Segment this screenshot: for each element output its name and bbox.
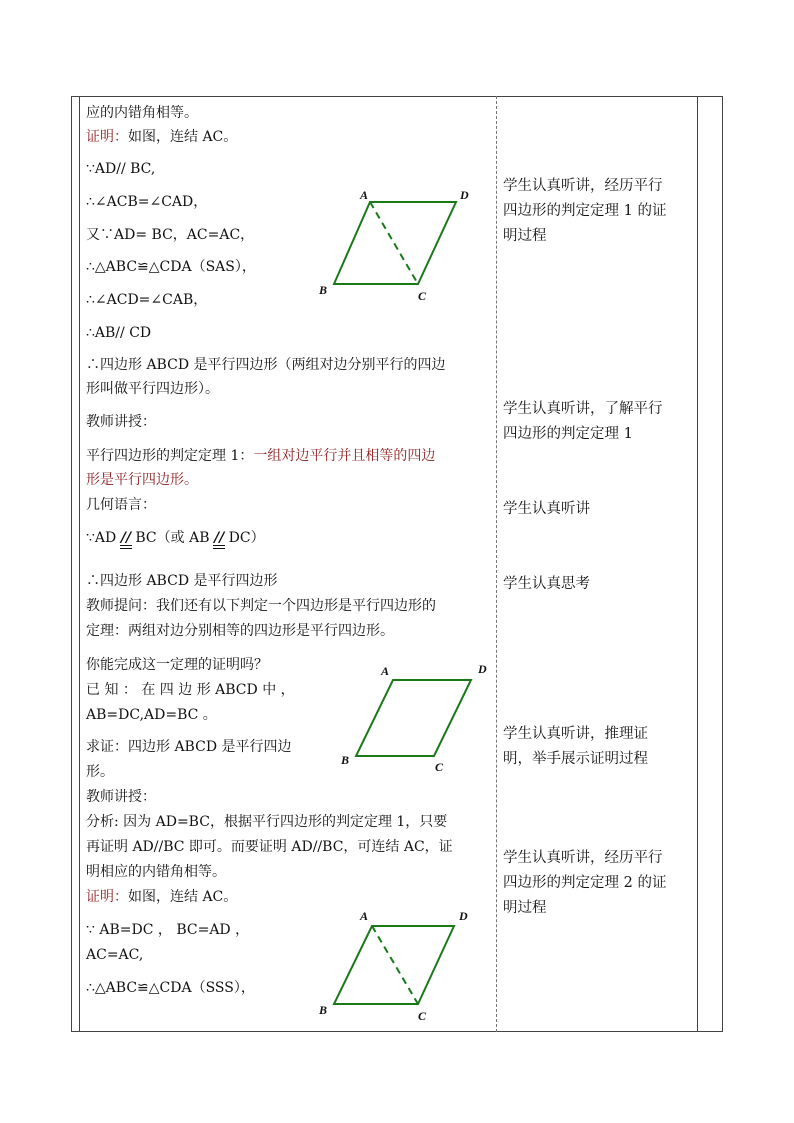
proof-text: 如图，连结 AC。 <box>128 129 238 145</box>
conclusion-line: ∴四边形 ABCD 是平行四边形（两组对边分别平行的四边 <box>86 357 446 373</box>
prove-line: 形。 <box>86 764 114 780</box>
theorem-statement: 形是平行四边形。 <box>86 472 198 488</box>
parallelogram-shape <box>334 926 454 1004</box>
diagonal-ac <box>370 202 418 284</box>
parallel-equal-symbol: // <box>213 530 225 546</box>
parallelogram-figure-1 <box>310 182 480 306</box>
vertex-label-b: B <box>319 1003 328 1017</box>
geo-text: DC） <box>224 530 265 546</box>
proof-step: ∴∠ACB=∠CAD， <box>86 194 208 210</box>
theorem-prefix: 平行四边形的判定定理 1： <box>86 448 254 464</box>
left-margin-line <box>79 96 80 1032</box>
vertex-label-b: B <box>341 753 350 767</box>
section-heading: 几何语言： <box>86 497 156 513</box>
question-line: 定理：两组对边分别相等的四边形是平行四边形。 <box>86 623 394 639</box>
parallelogram-figure-2 <box>336 658 496 776</box>
vertex-label-a: A <box>360 909 369 923</box>
proof-step: ∵AD// BC, <box>86 161 156 177</box>
proof-label: 证明： <box>86 129 128 145</box>
vertex-label-c: C <box>418 1009 427 1023</box>
parallelogram-shape <box>356 680 471 756</box>
vertex-label-d: D <box>478 662 487 676</box>
student-activity: 学生认真听讲，经历平行 <box>503 178 663 194</box>
conclusion-line: 形叫做平行四边形）。 <box>86 381 219 397</box>
student-activity: 四边形的判定定理 2 的证 <box>503 875 667 891</box>
vertex-label-d: D <box>459 909 468 923</box>
proof-step: ∴△ABC≌△CDA（SAS）， <box>86 259 256 275</box>
proof-step: ∵ AB=DC ， BC=AD ， <box>86 922 250 938</box>
proof-label: 证明： <box>86 889 128 905</box>
proof-step: 又∵AD= BC，AC=AC， <box>86 227 255 243</box>
analysis-line: 再证明 AD//BC 即可。而要证明 AD//BC，可连结 AC，证 <box>86 839 453 855</box>
analysis-line: 分析: 因为 AD=BC，根据平行四边形的判定定理 1，只要 <box>86 814 448 830</box>
parallelogram-figure-3 <box>312 904 482 1028</box>
proof-line <box>86 128 237 146</box>
section-heading: 教师讲授： <box>86 414 156 430</box>
given-line: AB=DC,AD=BC 。 <box>86 707 217 723</box>
student-activity: 四边形的判定定理 1 的证 <box>503 203 667 219</box>
text-line: 应的内错角相等。 <box>86 105 198 121</box>
diagonal-ac <box>372 926 418 1004</box>
proof-line <box>86 888 237 906</box>
right-column-divider <box>697 96 698 1032</box>
analysis-line: 明相应的内错角相等。 <box>86 864 226 880</box>
student-activity: 明过程 <box>503 228 547 244</box>
student-activity: 明，举手展示证明过程 <box>503 751 648 767</box>
vertex-label-c: C <box>435 760 444 774</box>
vertex-label-c: C <box>418 289 427 303</box>
conclusion-line: ∴四边形 ABCD 是平行四边形 <box>86 573 278 589</box>
student-activity: 明过程 <box>503 900 547 916</box>
theorem-line <box>86 447 435 465</box>
vertex-label-d: D <box>460 188 469 202</box>
section-heading: 教师讲授： <box>86 789 156 805</box>
proof-text: 如图，连结 AC。 <box>128 889 238 905</box>
proof-step: ∴∠ACD=∠CAB， <box>86 292 208 308</box>
student-activity: 学生认真思考 <box>503 576 590 592</box>
vertex-label-a: A <box>360 188 369 202</box>
prove-line: 求证：四边形 ABCD 是平行四边 <box>86 739 292 755</box>
question-line: 教师提问：我们还有以下判定一个四边形是平行四边形的 <box>86 598 436 614</box>
given-line: 已 知 ： 在 四 边 形 ABCD 中 ， <box>86 682 295 698</box>
parallel-equal-symbol: // <box>120 530 131 546</box>
proof-step: ∴AB// CD <box>86 325 152 341</box>
vertex-label-b: B <box>319 283 328 297</box>
proof-step: ∴△ABC≌△CDA（SSS）， <box>86 980 255 996</box>
student-activity: 学生认真听讲，经历平行 <box>503 850 663 866</box>
geo-text: BC（或 AB <box>130 530 214 546</box>
column-divider <box>496 96 497 1032</box>
student-activity: 学生认真听讲，推理证 <box>503 726 648 742</box>
student-activity: 学生认真听讲 <box>503 501 590 517</box>
question-line: 你能完成这一定理的证明吗？ <box>86 657 268 673</box>
vertex-label-a: A <box>381 664 390 678</box>
geometry-language <box>86 529 265 547</box>
theorem-statement: 一组对边平行并且相等的四边 <box>253 448 436 464</box>
student-activity: 学生认真听讲，了解平行 <box>503 401 663 417</box>
geo-text: ∵AD <box>86 530 121 546</box>
proof-step: AC=AC, <box>86 947 144 963</box>
student-activity: 四边形的判定定理 1 <box>503 426 633 442</box>
